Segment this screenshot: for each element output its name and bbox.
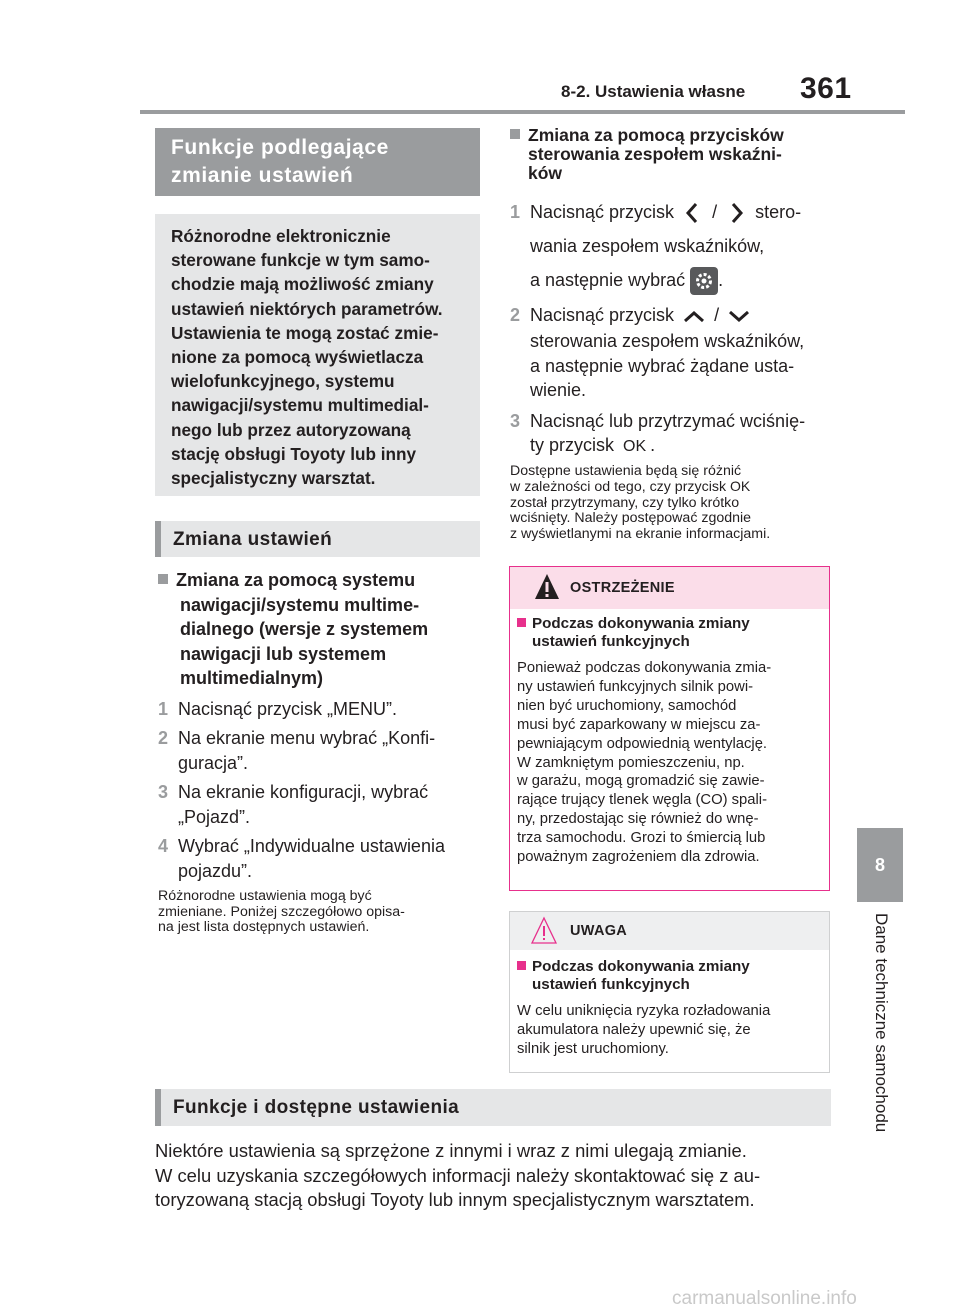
step-text: guracja”. — [178, 752, 249, 773]
step-text: „Pojazd”. — [178, 806, 251, 827]
note-line: został przytrzymany, czy tylko krótko — [510, 494, 740, 511]
intro-line: sterowane funkcje w tym samo- — [171, 250, 430, 271]
intro-line: specjalistyczny warsztat. — [171, 468, 376, 489]
method-navigation — [158, 568, 478, 936]
step-text: a następnie wybrać — [530, 270, 686, 290]
method-heading — [158, 568, 478, 593]
step-1 — [510, 195, 840, 229]
warning-content — [517, 615, 825, 867]
section-title-functions: Funkcje podlegające zmianie ustawień — [155, 128, 480, 196]
step-text-line — [510, 433, 840, 460]
note-line: wciśnięty. Należy postępować zgodnie — [510, 510, 752, 526]
warning-title: OSTRZEŻENIE — [570, 580, 675, 596]
caution-line: silnik jest uruchomiony. — [517, 1040, 669, 1057]
step-1 — [158, 697, 478, 722]
step-text: sterowania zespołem wskaźników, — [530, 331, 805, 351]
intro-line: ustawień niektórych parametrów. — [171, 298, 443, 319]
step-text: ty przycisk — [530, 435, 615, 455]
warning-icon — [534, 572, 560, 602]
settings-gear-icon — [690, 267, 718, 295]
step-text: wienie. — [530, 380, 587, 400]
ok-button-icon: OK — [623, 438, 647, 455]
step-number: 4 — [158, 836, 169, 856]
intro-line: nione za pomocą wyświetlacza — [171, 347, 424, 368]
method-heading-line: nawigacji/systemu multime- — [180, 594, 420, 615]
step-text: . — [650, 435, 656, 455]
step-3 — [158, 780, 478, 805]
warning-line: w garażu, mogą gromadzić się zawie- — [517, 773, 765, 790]
warning-line: trza samochodu. Grozi to śmiercią lub — [517, 830, 766, 847]
warning-line: W zamkniętym pomieszczeniu, np. — [517, 754, 745, 771]
note-line: na jest lista dostępnych ustawień. — [158, 919, 370, 935]
warning-subtitle-line: Podczas dokonywania zmiany — [532, 615, 750, 632]
chevron-right-icon — [722, 200, 750, 226]
chapter-label: Dane techniczne samochodu — [872, 913, 891, 1133]
step-text: Nacisnąć przycisk — [530, 202, 675, 222]
bullet-square-icon — [510, 129, 520, 139]
method-heading-line: ków — [528, 163, 563, 183]
section-title-available-settings: Funkcje i dostępne ustawienia — [155, 1089, 831, 1126]
caution-subtitle-line: Podczas dokonywania zmiany — [532, 958, 750, 975]
method-heading-line: multimedialnym) — [180, 668, 324, 688]
method-heading-line: nawigacji lub systemem — [180, 643, 387, 664]
chapter-tab[interactable]: 8 — [857, 828, 903, 902]
chevron-left-icon — [679, 200, 707, 226]
note-line — [510, 479, 840, 496]
step-3 — [510, 409, 840, 434]
step-text-line — [510, 263, 840, 297]
step-text: Na ekranie konfiguracji, wybrać — [178, 782, 429, 802]
warning-subtitle-line: ustawień funkcyjnych — [532, 633, 690, 650]
warning-line: musi być zaparkowany w miejscu za- — [517, 716, 761, 733]
intro-line: nawigacji/systemu multimedial- — [171, 395, 429, 416]
step-number: 2 — [510, 305, 521, 325]
step-text: Wybrać „Indywidualne ustawienia — [178, 836, 445, 856]
bullet-square-icon — [517, 618, 526, 627]
paragraph-line: Niektóre ustawienia są sprzężone z innymi i wraz z nimi ulegają zmianie. — [155, 1140, 747, 1161]
chevron-up-icon — [679, 306, 709, 326]
chevron-down-icon — [724, 306, 754, 326]
note-line: zmieniane. Poniżej szczegółowo opisa- — [158, 903, 405, 920]
watermark: carmanualsonline.info — [672, 1288, 857, 1309]
caution-icon — [530, 915, 558, 947]
intro-box — [155, 214, 480, 496]
step-number: 1 — [158, 698, 169, 719]
warning-subtitle — [517, 615, 825, 633]
step-2 — [510, 301, 840, 329]
warning-line: pewniającym odpowiednią wentylację. — [517, 735, 768, 752]
warning-line: nien być uruchomiony, samochód — [517, 697, 737, 714]
step-separator: / — [712, 202, 718, 222]
warning-line: poważnym zagrożeniem dla zdrowia. — [517, 849, 760, 866]
header-rule — [140, 110, 905, 114]
method-heading-line: Zmiana za pomocą systemu — [176, 570, 416, 590]
note-line: z wyświetlanymi na ekranie informacjami. — [510, 525, 771, 542]
bullet-square-icon — [158, 574, 168, 584]
note-text: w zależności od tego, czy przycisk — [510, 479, 727, 495]
step-separator: / — [714, 305, 720, 325]
step-text: . — [718, 270, 724, 290]
intro-line: Różnorodne elektronicznie — [171, 226, 391, 246]
page-number: 361 — [800, 72, 852, 105]
bottom-paragraph — [155, 1139, 845, 1213]
warning-line: Ponieważ podczas dokonywania zmia- — [517, 660, 772, 676]
ok-button-icon: OK — [730, 478, 751, 494]
caution-content — [517, 958, 825, 1059]
method-heading-line: dialnego (wersje z systemem — [180, 619, 429, 639]
intro-line: Ustawienia te mogą zostać zmie- — [171, 322, 439, 343]
section-header: 8-2. Ustawienia własne — [561, 82, 746, 101]
warning-line: ny ustawień funkcyjnych silnik powi- — [517, 678, 754, 695]
step-2 — [158, 726, 478, 751]
warning-line: rające trujący tlenek węgla (CO) spali- — [517, 792, 767, 809]
caution-subtitle-line: ustawień funkcyjnych — [532, 976, 690, 993]
step-number: 3 — [158, 782, 169, 802]
method-heading-line: sterowania zespołem wskaźni- — [528, 144, 782, 164]
step-text: Nacisnąć przycisk „MENU”. — [178, 698, 398, 719]
step-number: 2 — [158, 728, 169, 748]
method-heading — [510, 126, 840, 145]
step-text: Nacisnąć przycisk — [530, 305, 675, 325]
step-text: Na ekranie menu wybrać „Konfi- — [178, 728, 436, 748]
section-title-change-settings: Zmiana ustawień — [155, 521, 480, 557]
step-text: pojazdu”. — [178, 860, 253, 881]
step-text: a następnie wybrać żądane usta- — [530, 355, 795, 376]
paragraph-line: toryzowaną stacją obsługi Toyoty lub innym specjalistycznym warsztatem. — [155, 1189, 755, 1210]
caution-subtitle — [517, 958, 825, 976]
intro-line: chodzie mają możliwość zmiany — [171, 274, 434, 295]
step-number: 1 — [510, 202, 521, 222]
intro-line: wielofunkcyjnego, systemu — [171, 371, 395, 392]
step-number: 3 — [510, 410, 521, 431]
caution-line: W celu uniknięcia ryzyka rozładowania — [517, 1003, 771, 1019]
note-line: Różnorodne ustawienia mogą być — [158, 888, 372, 904]
method-heading-line: Zmiana za pomocą przycisków — [528, 125, 784, 145]
step-4 — [158, 834, 478, 859]
caution-title: UWAGA — [570, 923, 628, 939]
intro-line: stację obsługi Toyoty lub inny — [171, 443, 417, 464]
step-text: stero- — [755, 202, 802, 222]
method-buttons — [510, 126, 840, 542]
step-text: Nacisnąć lub przytrzymać wciśnię- — [530, 410, 806, 431]
note-line: Dostępne ustawienia będą się różnić — [510, 462, 742, 479]
caution-line: akumulatora należy upewnić się, że — [517, 1021, 751, 1038]
step-text: wania zespołem wskaźników, — [530, 236, 765, 256]
intro-line: nego lub przez autoryzowaną — [171, 419, 411, 440]
warning-line: ny, przedostając się również do wnę- — [517, 811, 759, 828]
bullet-square-icon — [517, 961, 526, 970]
paragraph-line: W celu uzyskania szczegółowych informacji należy skontaktować się z au- — [155, 1164, 761, 1186]
